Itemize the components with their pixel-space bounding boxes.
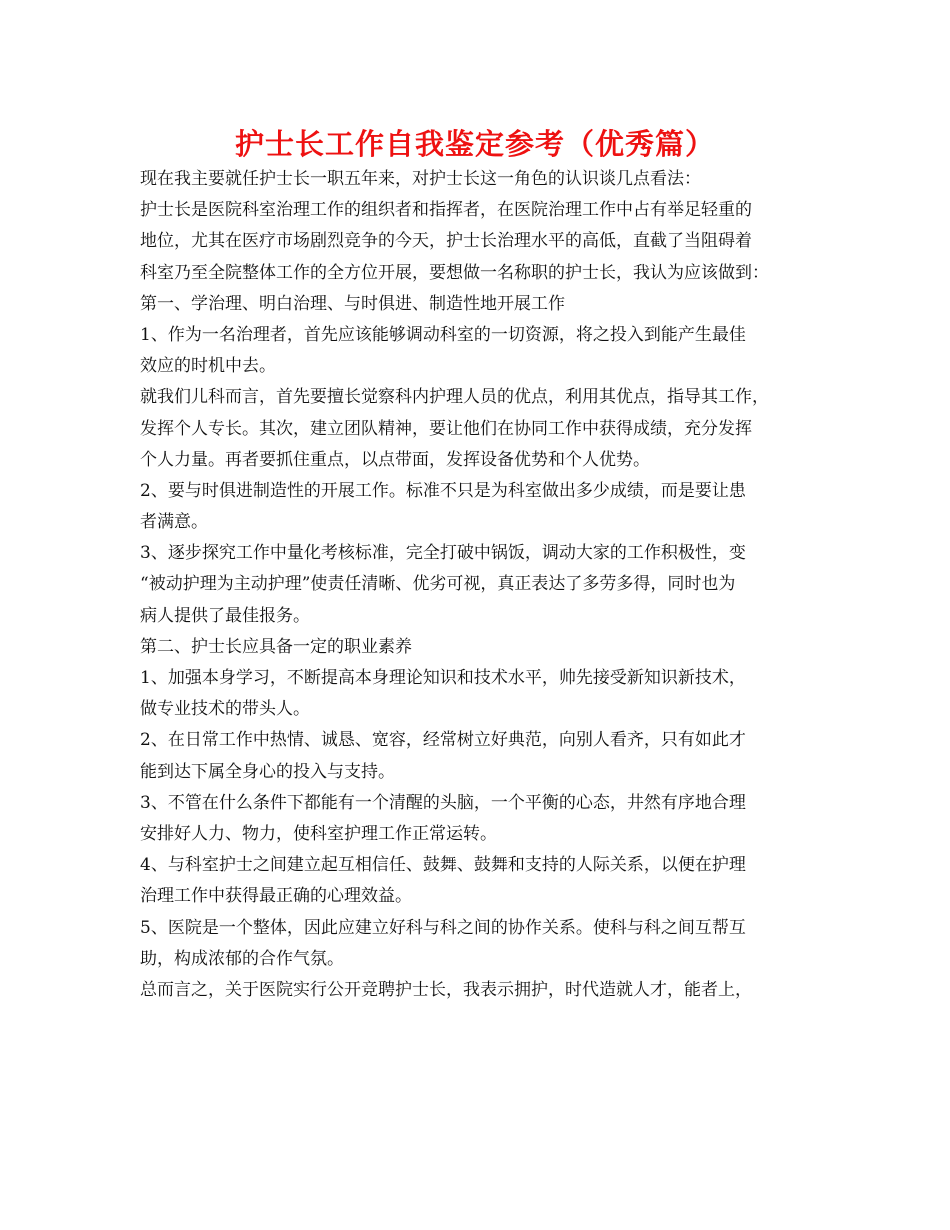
paragraph-line: 科室乃至全院整体工作的全方位开展，要想做一名称职的护士长，我认为应该做到： xyxy=(140,262,769,283)
paragraph-line: 病人提供了最佳报务。 xyxy=(140,605,310,626)
paragraph-line: 个人力量。再者要抓住重点，以点带面，发挥设备优势和个人优势。 xyxy=(140,449,650,470)
paragraph-line: 安排好人力、物力，使科室护理工作正常运转。 xyxy=(140,823,497,844)
document-title: 护士长工作自我鉴定参考（优秀篇） xyxy=(234,127,715,161)
paragraph-line: 就我们儿科而言，首先要擅长觉察科内护理人员的优点，利用其优点，指导其工作， xyxy=(140,387,769,408)
paragraph-line: 做专业技术的带头人。 xyxy=(140,699,310,720)
paragraph-line: 护士长是医院科室治理工作的组织者和指挥者，在医院治理工作中占有举足轻重的 xyxy=(140,200,752,221)
paragraph-line: 总而言之，关于医院实行公开竞聘护士长，我表示拥护，时代造就人才，能者上， xyxy=(140,979,752,1000)
paragraph-line: 2、在日常工作中热情、诚恳、宽容，经常树立好典范，向别人看齐，只有如此才 xyxy=(140,730,746,751)
paragraph-line: 4、与科室护士之间建立起互相信任、鼓舞、鼓舞和支持的人际关系，以便在护理 xyxy=(140,855,746,876)
section-heading: 第一、学治理、明白治理、与时俱进、制造性地开展工作 xyxy=(140,293,565,314)
document-body xyxy=(140,164,840,1006)
paragraph-line: 1、加强本身学习，不断提高本身理论知识和技术水平，帅先接受新知识新技术， xyxy=(140,668,746,688)
paragraph-line: “被动护理为主动护理”使责任清晰、优劣可视，真正表达了多劳多得，同时也为 xyxy=(140,574,736,595)
paragraph-line: 能到达下属全身心的投入与支持。 xyxy=(140,761,395,782)
paragraph-line: 2、要与时俱进制造性的开展工作。标准不只是为科室做出多少成绩，而是要让患 xyxy=(140,480,746,501)
paragraph-line: 效应的时机中去。 xyxy=(140,356,276,377)
paragraph-line: 者满意。 xyxy=(140,512,208,533)
paragraph-line: 地位，尤其在医疗市场剧烈竞争的今天，护士长治理水平的高低，直截了当阻碍着 xyxy=(140,231,752,252)
paragraph-line: 3、逐步探究工作中量化考核标准，完全打破中锅饭，调动大家的工作积极性，变 xyxy=(140,543,746,564)
paragraph-line: 1、作为一名治理者，首先应该能够调动科室的一切资源，将之投入到能产生最佳 xyxy=(140,324,746,345)
paragraph-line: 现在我主要就任护士长一职五年来，对护士长这一角色的认识谈几点看法： xyxy=(140,169,701,189)
section-heading: 第二、护士长应具备一定的职业素养 xyxy=(140,636,412,657)
paragraph-line: 3、不管在什么条件下都能有一个清醒的头脑，一个平衡的心态，井然有序地合理 xyxy=(140,792,746,813)
paragraph-line: 发挥个人专长。其次，建立团队精神，要让他们在协同工作中获得成绩，充分发挥 xyxy=(140,418,752,439)
paragraph-line: 治理工作中获得最正确的心理效益。 xyxy=(140,886,412,907)
paragraph-line: 助，构成浓郁的合作气氛。 xyxy=(140,948,344,969)
paragraph-line: 5、医院是一个整体，因此应建立好科与科之间的协作关系。使科与科之间互帮互 xyxy=(140,917,746,938)
